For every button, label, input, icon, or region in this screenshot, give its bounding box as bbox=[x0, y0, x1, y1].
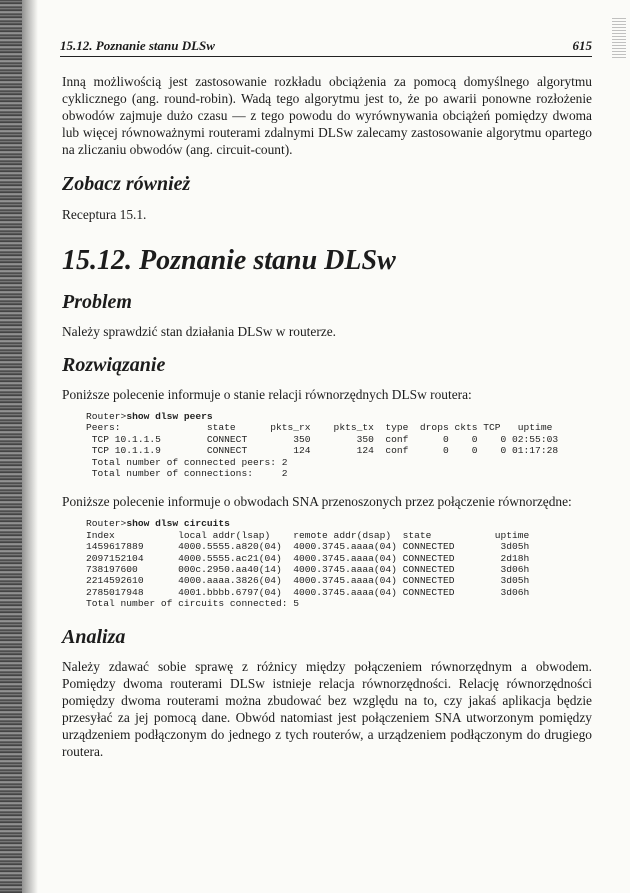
see-also-text: Receptura 15.1. bbox=[62, 207, 147, 222]
see-also-heading: Zobacz również bbox=[62, 173, 191, 195]
spine-shadow bbox=[22, 0, 38, 893]
book-page bbox=[62, 38, 592, 760]
problem-text: Należy sprawdzić stan działania DLSw w routerze. bbox=[62, 324, 337, 339]
code-circuits-output: Index local addr(lsap) remote addr(dsap) state uptime 1459617889 4000.5555.a820(04) 4000.3745.aaaa(04) CONNECTED 3d05h 2097152104 4000.5555.ac21(04) 4000.3745.aaaa(04) CONNECTED 2d18h 738197600 000c.2950.aa40(14) 4000.3745.aaaa(04) CONNECTED 3d06h 2214592610 4000.aaaa.3826(04) 4000.3745.aaaa(04) CONNECTED 3d05h 2785017948 4001.bbbb.6797(04) 4000.3745.aaaa(04) CONNECTED 3d06h Total number of circuits connected: 5 bbox=[86, 529, 530, 610]
book-spine-edge bbox=[0, 0, 22, 893]
running-header bbox=[60, 38, 592, 57]
code-circuits-command-line bbox=[86, 518, 592, 529]
analysis-text: Należy zdawać sobie sprawę z różnicy między połączeniem równorzędnym a obwodem. Pomiędzy dwoma routerami DLSw istnieje relacja równorzędności. Relację równorzędności pomiędzy dwoma routerami można zbudować bez względu na to, czy jakaś aplikacja będzie przesyłać za jej pomocą dane. Obwód natomiast jest połączeniem SNA utworzonym pomiędzy urządzeniem podłączonym do jednego z tych routerów, a urządzeniem podłączonym do drugiego routera. bbox=[62, 658, 592, 759]
code-command: show dlsw circuits bbox=[126, 518, 230, 530]
code-block-circuits bbox=[86, 518, 592, 609]
code-prompt: Router> bbox=[86, 411, 127, 422]
solution-heading: Rozwiązanie bbox=[62, 354, 166, 376]
page-number: 615 bbox=[572, 38, 592, 53]
running-header-title: 15.12. Poznanie stanu DLSw bbox=[60, 38, 215, 53]
code-block-peers bbox=[86, 411, 592, 479]
intro-paragraph: Inną możliwością jest zastosowanie rozkładu obciążenia za pomocą domyślnego algorytmu cyklicznego (ang. round-robin). Wadą tego algorytmu jest to, że po awarii ponowne rozłożenie obwodów zajmuje dużo czasu — z tego powodu do wyrównywania obciążeń pomiędzy dwoma lub więcej równoważnymi routerami zdalnymi DLSw zalecamy zastosowanie algorytmu opartego na zliczaniu obwodów (ang. circuit-count). bbox=[62, 74, 592, 157]
solution-text-2: Poniższe polecenie informuje o obwodach SNA przenoszonych przez połączenie równorzędne: bbox=[62, 494, 572, 510]
problem-heading: Problem bbox=[62, 291, 132, 313]
analysis-heading: Analiza bbox=[62, 625, 126, 648]
code-peers-output: Peers: state pkts_rx pkts_tx type drops ckts TCP uptime TCP 10.1.1.5 CONNECT 350 350 conf 0 0 0 02:55:03 TCP 10.1.1.9 CONNECT 124 124 conf 0 0 0 01:17:28 Total number of connected peers: 2 Total number of connections: 2 bbox=[86, 422, 559, 480]
code-peers-command-line bbox=[86, 411, 592, 422]
section-title: 15.12. Poznanie stanu DLSw bbox=[62, 245, 396, 276]
code-prompt: Router> bbox=[86, 518, 127, 530]
code-command: show dlsw peers bbox=[126, 411, 213, 422]
solution-text-1: Poniższe polecenie informuje o stanie relacji równorzędnych DLSw routera: bbox=[62, 387, 472, 402]
scan-corner-artifact bbox=[612, 18, 626, 58]
